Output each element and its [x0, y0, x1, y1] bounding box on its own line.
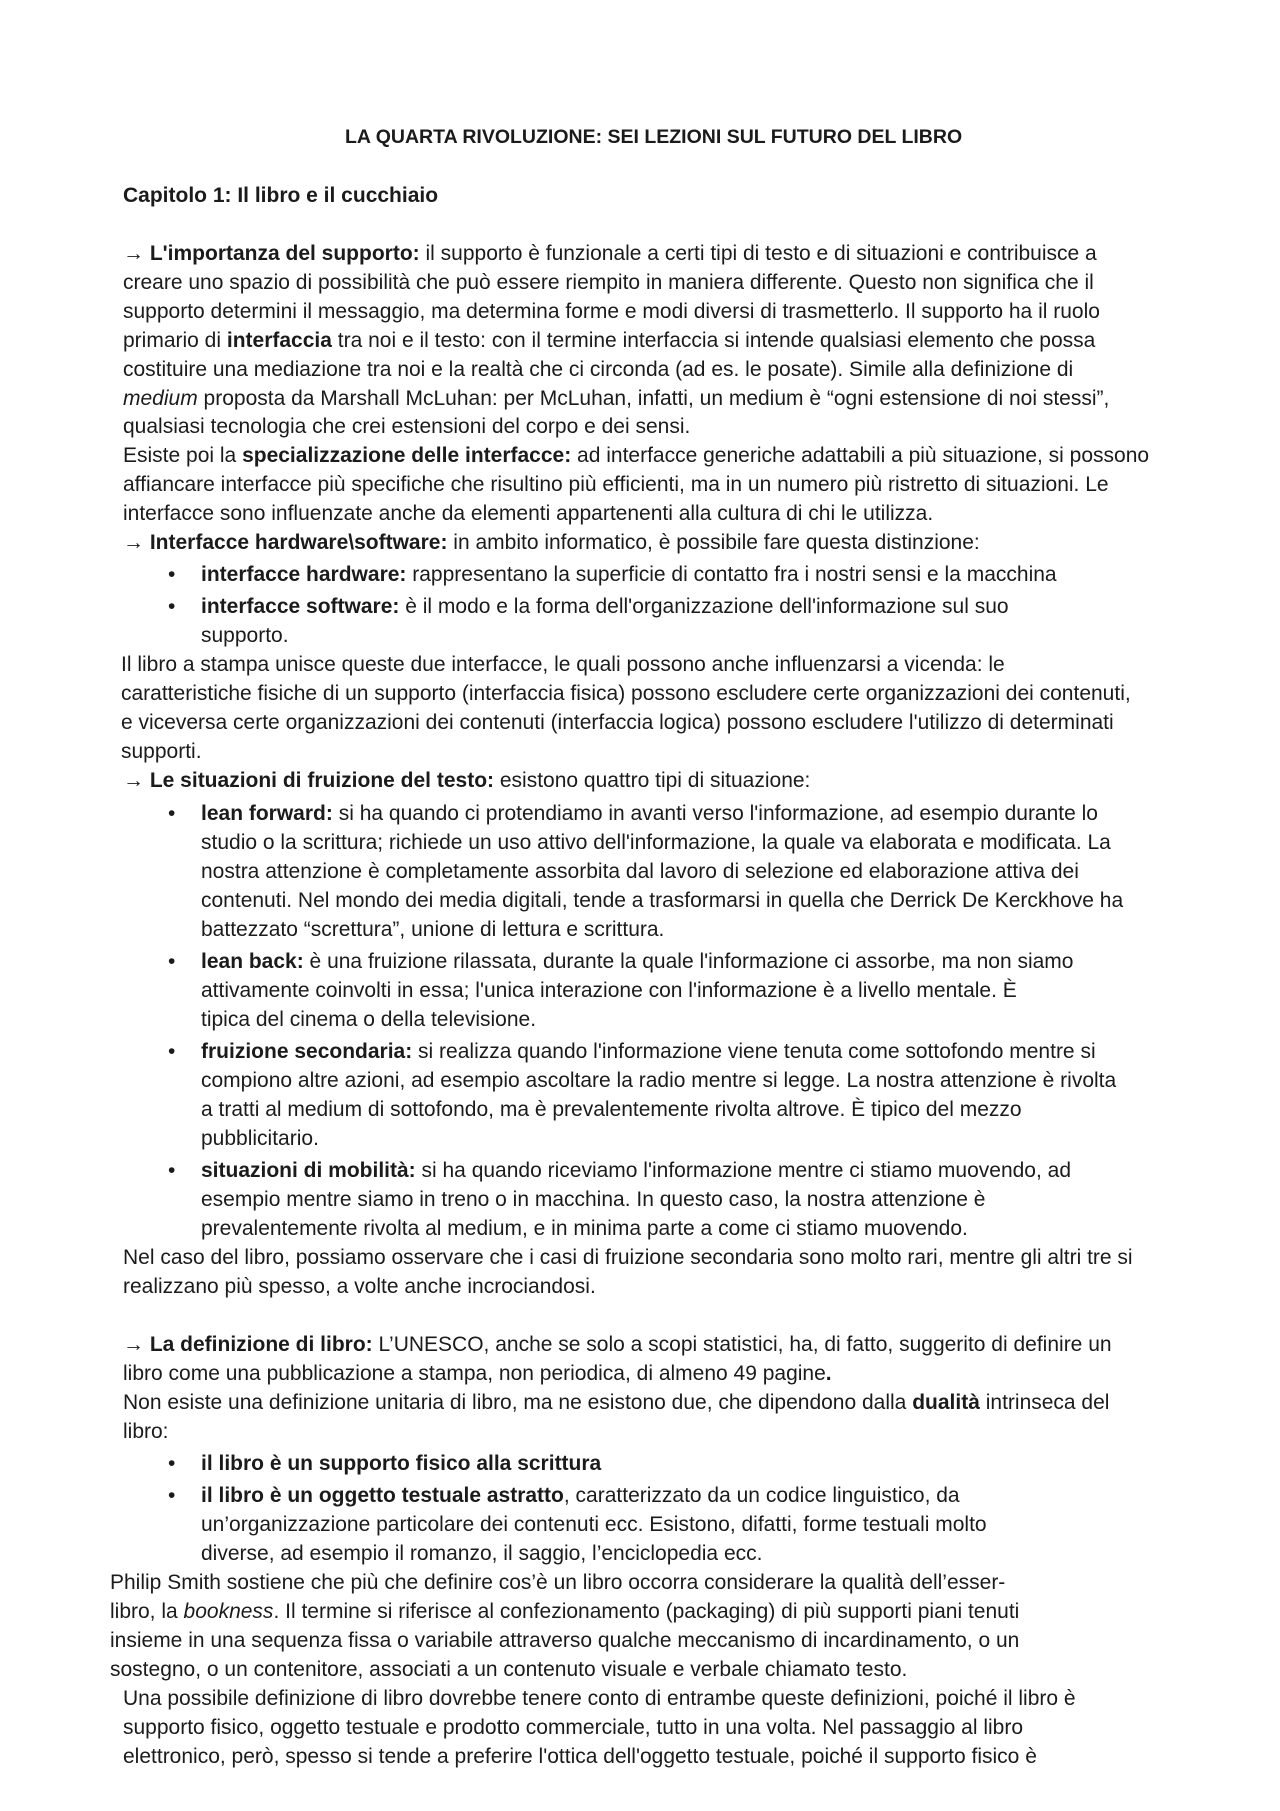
bold-term: → La definizione di libro: — [123, 1333, 373, 1356]
text-run: studio o la scrittura; richiede un uso attivo dell'informazione, la quale va elaborata e modificata. La — [201, 831, 1111, 854]
text-run: il supporto è funzionale a certi tipi di testo e di situazioni e contribuisce a — [419, 242, 1097, 265]
text-run: proposta da Marshall McLuhan: per McLuhan, infatti, un medium è “ogni estensione di noi stessi”, — [197, 387, 1110, 410]
bold-term: interfacce software: — [201, 595, 400, 618]
text-run: sostegno, o un contenitore, associati a un contenuto visuale e verbale chiamato testo. — [110, 1658, 908, 1681]
text-run: L’UNESCO, anche se solo a scopi statistici, ha, di fatto, suggerito di definire un — [372, 1333, 1112, 1356]
text-line — [123, 1330, 1112, 1359]
bold-term: fruizione secondaria: — [201, 1040, 413, 1063]
text-line — [123, 470, 1109, 499]
text-line — [201, 886, 1123, 915]
bullet-icon — [168, 592, 175, 621]
text-run: pubblicitario. — [201, 1127, 319, 1150]
text-line — [201, 621, 289, 650]
list-item — [201, 1481, 960, 1510]
text-line — [123, 528, 980, 557]
text-line — [121, 650, 1005, 679]
text-line — [123, 1713, 1023, 1742]
bullet-icon — [168, 1156, 175, 1185]
bold-term: il libro è un oggetto testuale astratto — [201, 1484, 564, 1507]
text-run: compiono altre azioni, ad esempio ascoltare la radio mentre si legge. La nostra attenzione è rivolta — [201, 1069, 1117, 1092]
text-run: . Il termine si riferisce al confezionamento (packaging) di più supporti piani tenuti — [273, 1600, 1020, 1623]
text-run: tipica del cinema o della televisione. — [201, 1008, 537, 1031]
list-item — [201, 592, 1009, 621]
text-line — [121, 708, 1114, 737]
text-line — [201, 828, 1111, 857]
text-line — [123, 412, 690, 441]
list-item — [201, 1037, 1096, 1066]
bold-term: → L'importanza del supporto: — [123, 242, 420, 265]
text-run: intrinseca del — [979, 1391, 1110, 1414]
text-line — [121, 737, 202, 766]
text-line — [123, 239, 1097, 268]
bold-term: dualità — [912, 1391, 980, 1414]
bold-term: interfacce hardware: — [201, 563, 407, 586]
bold-term: lean back: — [201, 950, 304, 973]
italic-term: medium — [123, 387, 198, 410]
text-run: libro, la — [110, 1600, 184, 1623]
bold-term: → Interfacce hardware\software: — [123, 531, 448, 554]
text-run: primario di — [123, 329, 227, 352]
text-line — [201, 1185, 985, 1214]
text-line — [201, 1124, 319, 1153]
text-line — [201, 915, 664, 944]
text-line — [201, 976, 1017, 1005]
text-run: caratteristiche fisiche di un supporto (interfaccia fisica) possono escludere certe organizzazioni dei contenuti, — [121, 682, 1131, 705]
text-line — [201, 1539, 762, 1568]
text-run: supporto. — [201, 624, 289, 647]
text-line — [123, 297, 1100, 326]
text-run: , caratterizzato da un codice linguistico, da — [563, 1484, 960, 1507]
text-line — [201, 1510, 987, 1539]
text-run: supporti. — [121, 740, 202, 763]
text-run: interfacce sono influenzate anche da elementi appartenenti alla cultura di chi le utilizza. — [123, 502, 934, 525]
text-line — [201, 1214, 968, 1243]
text-run: Non esiste una definizione unitaria di libro, ma ne esistono due, che dipendono dalla — [123, 1391, 913, 1414]
italic-term: bookness — [183, 1600, 274, 1623]
text-line — [121, 679, 1131, 708]
text-run: in ambito informatico, è possibile fare questa distinzione: — [447, 531, 980, 554]
text-line — [201, 1095, 1022, 1124]
text-line — [110, 1597, 1019, 1626]
text-run: battezzato “screttura”, unione di lettura e scrittura. — [201, 918, 665, 941]
text-run: è il modo e la forma dell'organizzazione dell'informazione sul suo — [399, 595, 1009, 618]
bold-term: . — [825, 1362, 832, 1385]
text-run: si ha quando ci protendiamo in avanti verso l'informazione, ad esempio durante lo — [332, 802, 1098, 825]
text-run: Una possibile definizione di libro dovrebbe tenere conto di entrambe queste definizioni, poiché il libro è — [123, 1687, 1076, 1710]
text-line — [201, 1005, 536, 1034]
text-line — [110, 1626, 1019, 1655]
text-line — [123, 1243, 1133, 1272]
text-run: attivamente coinvolti in essa; l'unica interazione con l'informazione è a livello mentale. È — [201, 979, 1017, 1002]
document-title: LA QUARTA RIVOLUZIONE: SEI LEZIONI SUL FUTURO DEL LIBRO — [345, 126, 963, 148]
text-run: rappresentano la superficie di contatto fra i nostri sensi e la macchina — [406, 563, 1057, 586]
bullet-icon — [168, 1449, 175, 1478]
text-run: elettronico, però, spesso si tende a preferire l'ottica dell'oggetto testuale, poiché il supporto fisico è — [123, 1745, 1037, 1768]
text-run: Esiste poi la — [123, 444, 243, 467]
text-run: realizzano più spesso, a volte anche incrociandosi. — [123, 1275, 596, 1298]
text-run: e viceversa certe organizzazioni dei contenuti (interfaccia logica) possono escludere l'utilizzo di determinati — [121, 711, 1114, 734]
text-run: ad interfacce generiche adattabili a più situazione, si possono — [571, 444, 1150, 467]
text-run: si ha quando riceviamo l'informazione mentre ci stiamo muovendo, ad — [415, 1159, 1072, 1182]
text-line — [123, 1272, 596, 1301]
text-run: qualsiasi tecnologia che crei estensioni del corpo e dei sensi. — [123, 415, 691, 438]
text-run: libro: — [123, 1420, 169, 1443]
text-run: nostra attenzione è completamente assorbita dal lavoro di selezione ed elaborazione attiva dei — [201, 860, 1079, 883]
list-item — [201, 1449, 601, 1478]
text-run: Philip Smith sostiene che più che definire cos’è un libro occorra considerare la qualità dell’esser- — [110, 1571, 1006, 1594]
list-item — [201, 947, 1073, 976]
text-run: esempio mentre siamo in treno o in macchina. In questo caso, la nostra attenzione è — [201, 1188, 986, 1211]
text-line — [123, 326, 1095, 355]
text-line — [201, 857, 1079, 886]
text-line — [110, 1655, 907, 1684]
text-run: libro come una pubblicazione a stampa, non periodica, di almeno 49 pagine — [123, 1362, 826, 1385]
text-line — [123, 1359, 832, 1388]
bold-term: il libro è un supporto fisico alla scrittura — [201, 1452, 602, 1475]
bullet-icon — [168, 560, 175, 589]
bullet-icon — [168, 799, 175, 828]
bold-term: interfaccia — [226, 329, 332, 352]
text-run: Il libro a stampa unisce queste due interfacce, le quali possono anche influenzarsi a vicenda: le — [121, 653, 1005, 676]
text-run: diverse, ad esempio il romanzo, il saggio, l’enciclopedia ecc. — [201, 1542, 763, 1565]
text-line — [123, 1742, 1037, 1771]
bold-term: lean forward: — [201, 802, 333, 825]
text-run: affiancare interfacce più specifiche che risultino più efficienti, ma in un numero più ristretto di situazioni. Le — [123, 473, 1109, 496]
text-line — [123, 268, 1094, 297]
text-run: un’organizzazione particolare dei contenuti ecc. Esistono, difatti, forme testuali molto — [201, 1513, 987, 1536]
text-run: tra noi e il testo: con il termine interfaccia si intende qualsiasi elemento che possa — [331, 329, 1096, 352]
bullet-icon — [168, 947, 175, 976]
list-item — [201, 1156, 1071, 1185]
bullet-icon — [168, 1037, 175, 1066]
text-run: è una fruizione rilassata, durante la quale l'informazione ci assorbe, ma non siamo — [303, 950, 1074, 973]
text-line — [123, 1388, 1109, 1417]
bold-term: → Le situazioni di fruizione del testo: — [123, 769, 495, 792]
text-run: Nel caso del libro, possiamo osservare che i casi di fruizione secondaria sono molto rari, mentre gli altri tre si — [123, 1246, 1133, 1269]
text-line — [123, 1417, 169, 1446]
list-item — [201, 799, 1098, 828]
chapter-heading: Capitolo 1: Il libro e il cucchiaio — [123, 184, 439, 207]
bullet-icon — [168, 1481, 175, 1510]
text-line — [110, 1568, 1005, 1597]
text-line — [123, 384, 1109, 413]
text-run: contenuti. Nel mondo dei media digitali, tende a trasformarsi in quella che Derrick De Kerckhove ha — [201, 889, 1124, 912]
bold-term: specializzazione delle interfacce: — [242, 444, 572, 467]
text-run: prevalentemente rivolta al medium, e in minima parte a come ci stiamo muovendo. — [201, 1217, 968, 1240]
text-run: supporto fisico, oggetto testuale e prodotto commerciale, tutto in una volta. Nel passaggio al libro — [123, 1716, 1024, 1739]
text-line — [123, 766, 810, 795]
text-line — [123, 441, 1149, 470]
text-line — [123, 1684, 1076, 1713]
text-run: supporto determini il messaggio, ma determina forme e modi diversi di trasmetterlo. Il supporto ha il ruolo — [123, 300, 1100, 323]
text-run: creare uno spazio di possibilità che può essere riempito in maniera differente. Questo non significa che il — [123, 271, 1094, 294]
text-line — [123, 499, 933, 528]
text-run: si realizza quando l'informazione viene tenuta come sottofondo mentre si — [412, 1040, 1096, 1063]
text-run: costituire una mediazione tra noi e la realtà che ci circonda (ad es. le posate). Simile alla definizione di — [123, 358, 1074, 381]
text-run: insieme in una sequenza fissa o variabile attraverso qualche meccanismo di incardinamento, o un — [110, 1629, 1020, 1652]
bold-term: situazioni di mobilità: — [201, 1159, 416, 1182]
text-run: a tratti al medium di sottofondo, ma è prevalentemente rivolta altrove. È tipico del mezzo — [201, 1098, 1022, 1121]
text-line — [123, 355, 1073, 384]
list-item — [201, 560, 1057, 589]
text-run: esistono quattro tipi di situazione: — [494, 769, 811, 792]
text-line — [201, 1066, 1116, 1095]
